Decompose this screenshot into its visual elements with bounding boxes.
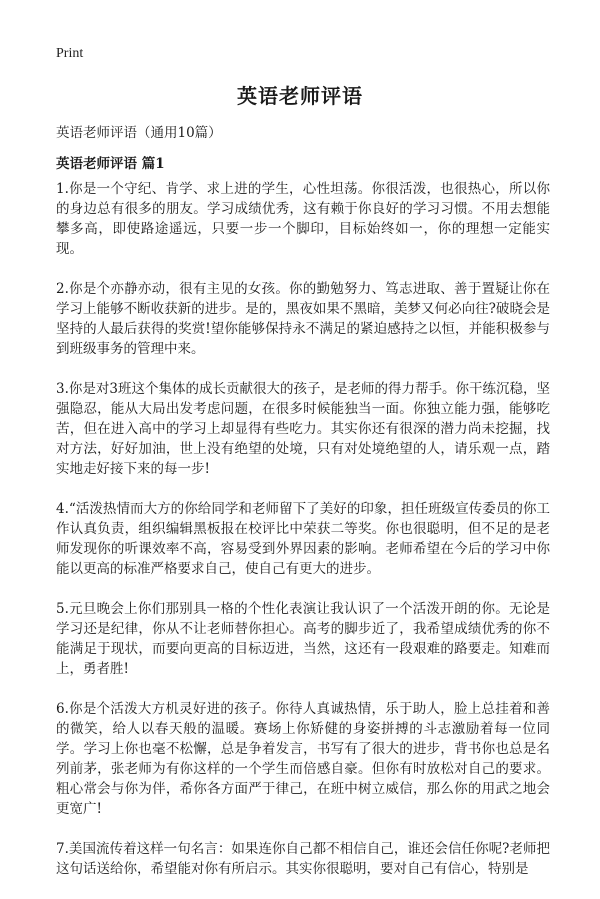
paragraph-3: 3.你是对3班这个集体的成长贡献很大的孩子，是老师的得力帮手。你干练沉稳，坚强隐忍，能从大局出发考虑问题，在很多时候能独当一面。你独立能力强，能够吃苦，但在进入高中的学习上却显得有些吃力。其实你还有很深的潜力尚未挖掘，找对方法，好好加油，世上没有绝望的处境，只有对处境绝望的人，请乐观一点，踏实地走好接下来的每一步! bbox=[56, 381, 550, 477]
paragraph-5: 5.元旦晚会上你们那别具一格的个性化表演让我认识了一个活泼开朗的你。无论是学习还是纪律，你从不让老师替你担心。高考的脚步近了，我希望成绩优秀的你不能满足于现状，而要向更高的目标迈进，当然，这还有一段艰难的路要走。知难而上，勇者胜! bbox=[56, 601, 550, 677]
section-heading: 英语老师评语 篇1 bbox=[56, 156, 165, 172]
paragraph-4: 4.“活泼热情而大方的你给同学和老师留下了美好的印象，担任班级宣传委员的你工作认真负责，组织编辑黑板报在校评比中荣获二等奖。你也很聪明，但不足的是老师发现你的听课效率不高，容易受到外界因素的影响。老师希望在今后的学习中你能以更高的标准严格要求自己，使自己有更大的进步。 bbox=[56, 501, 550, 577]
paragraph-1: 1.你是一个守纪、肯学、求上进的学生，心性坦荡。你很活泼，也很热心，所以你的身边总有很多的朋友。学习成绩优秀，这有赖于你良好的学习习惯。不用去想能攀多高，即使路途遥远，只要一步一个脚印，目标始终如一，你的理想一定能实现。 bbox=[56, 181, 550, 257]
document-subtitle: 英语老师评语（通用10篇） bbox=[56, 125, 222, 141]
paragraph-2: 2.你是个亦静亦动，很有主见的女孩。你的勤勉努力、笃志进取、善于置疑让你在学习上能够不断收获新的进步。是的，黑夜如果不黑暗，美梦又何必向往?破晓会是坚持的人最后获得的奖赏!望你能够保持永不满足的紧迫感持之以恒，并能积极参与到班级事务的管理中来。 bbox=[56, 281, 550, 357]
paragraph-list bbox=[56, 179, 550, 899]
paragraph-7: 7.美国流传着这样一句名言：如果连你自己都不相信自己，谁还会信任你呢?老师把这句话送给你，希望能对你有所启示。其实你很聪明，要对自己有信心，特别是 bbox=[56, 841, 550, 877]
document-title: 英语老师评语 bbox=[237, 84, 363, 108]
paragraph-6: 6.你是个活泼大方机灵好进的孩子。你待人真诚热情，乐于助人，脸上总挂着和善的微笑，给人以春天般的温暖。赛场上你矫健的身姿拼搏的斗志激励着每一位同学。学习上你也毫不松懈，总是争着发言，书写有了很大的进步，背书你也总是名列前茅，张老师为有你这样的一个学生而倍感自豪。但你有时放松对自己的要求。粗心常会与你为伴，希你各方面严于律己，在班中树立威信，那么你的用武之地会更宽广! bbox=[56, 701, 550, 817]
print-link[interactable]: Print bbox=[56, 46, 84, 61]
